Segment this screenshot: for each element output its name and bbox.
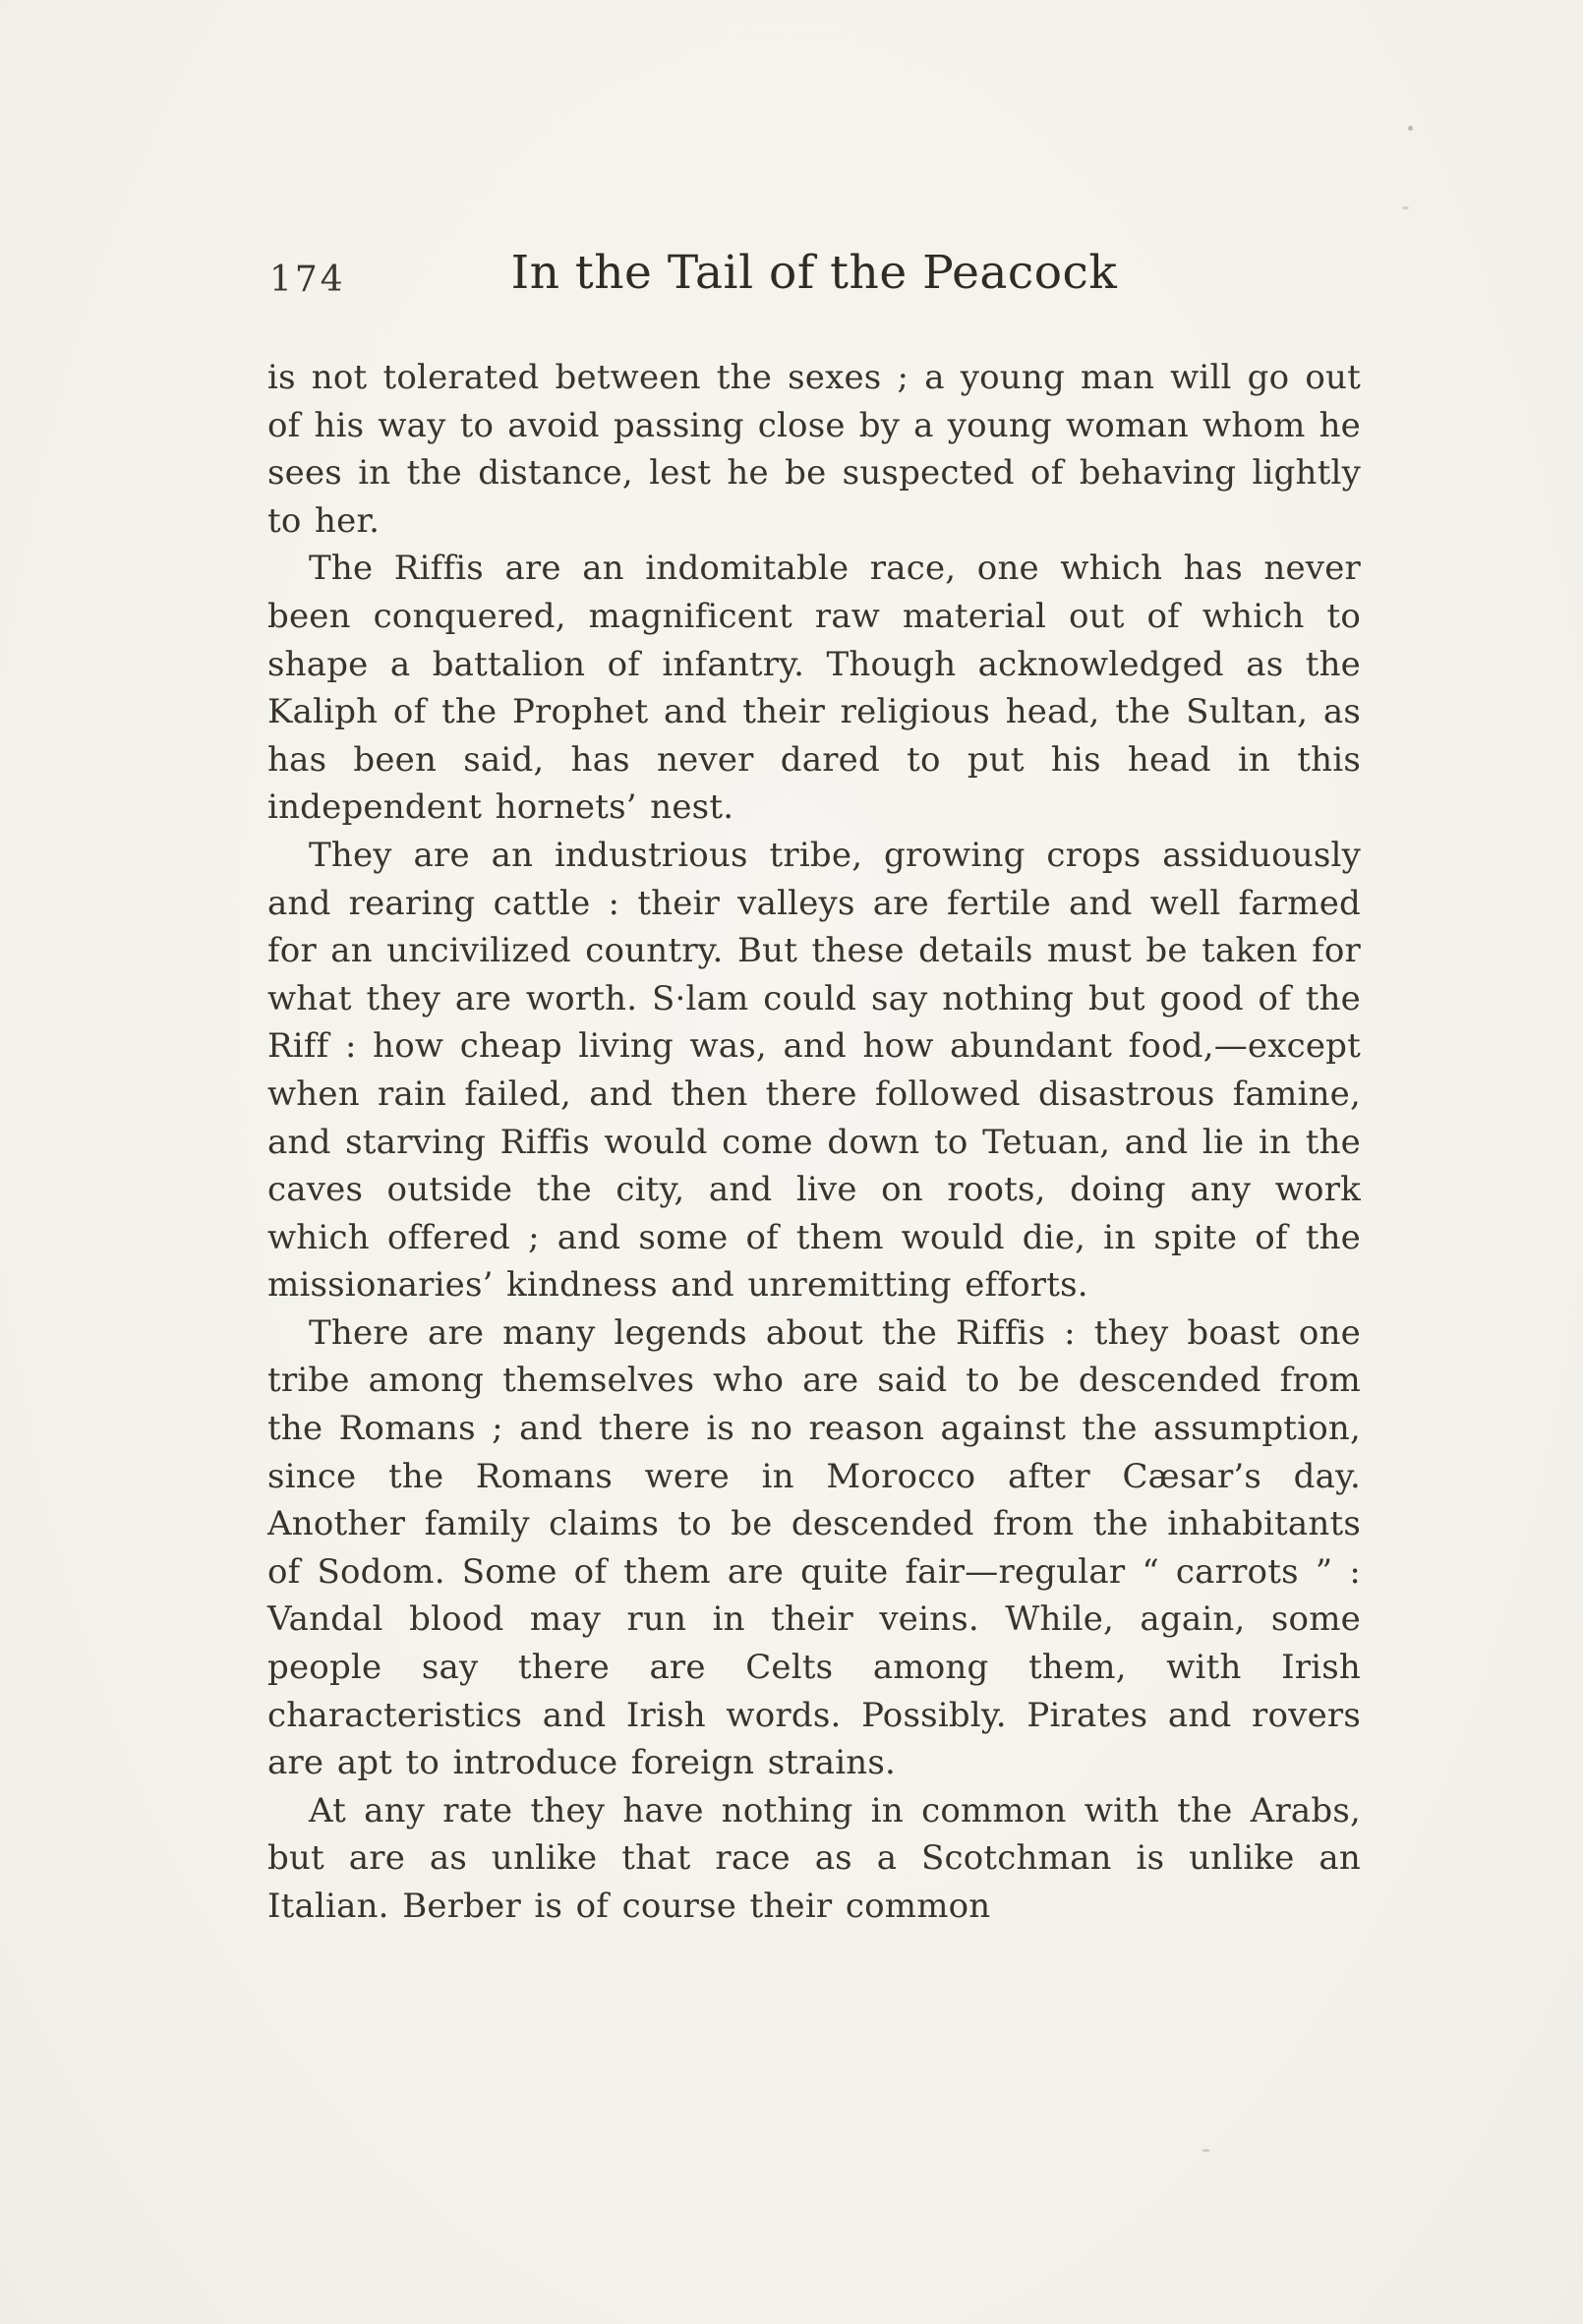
- running-title: In the Tail of the Peacock: [510, 246, 1118, 300]
- page-header: [267, 246, 1361, 309]
- paragraph: At any rate they have nothing in common with the Arabs, but are as unlike that race as a Scotchman is unlike an Italian. Berber is of course their common: [267, 1790, 1361, 1926]
- scan-artifact-dot: [1408, 126, 1413, 131]
- paragraph: They are an industrious tribe, growing crops assiduously and rearing cattle : their valleys are fertile and well farmed for an uncivilized country. But these details must be taken for what they are worth. S·lam could say nothing but good of the Riff : how cheap living was, and how abundant food,—except when rain failed, and then there followed disastrous famine, and starving Riffis would come down to Tetuan, and lie in the caves outside the city, and live on roots, doing any work which offered ; and some of them would die, in spite of the missionaries’ kindness and unremitting efforts.: [267, 835, 1361, 1306]
- scan-artifact-mark: [1402, 206, 1409, 209]
- paragraph: is not tolerated between the sexes ; a young man will go out of his way to avoid passing close by a young woman whom he sees in the distance, lest he be suspected of behaving lightly to her.: [267, 358, 1361, 541]
- page-number: 174: [269, 260, 346, 300]
- paragraph: There are many legends about the Riffis : they boast one tribe among themselves who are said to be descended from the Romans ; and there is no reason against the assumption, since the Romans were in Morocco after Cæsar’s day. Another family claims to be descended from the inhabitants of Sodom. Some of them are quite fair—regular “ carrots ” : Vandal blood may run in their veins. While, again, some people say there are Celts among them, with Irish characteristics and Irish words. Possibly. Pirates and rovers are apt to introduce foreign strains.: [267, 1312, 1361, 1783]
- scan-artifact-mark: [1202, 2149, 1210, 2152]
- body-text: [267, 354, 1361, 1931]
- paragraph: The Riffis are an indomitable race, one which has never been conquered, magnificent raw material out of which to shape a battalion of infantry. Though acknowledged as the Kaliph of the Prophet and their religious head, the Sultan, as has been said, has never dared to put his head in this independent hornets’ nest.: [267, 549, 1361, 828]
